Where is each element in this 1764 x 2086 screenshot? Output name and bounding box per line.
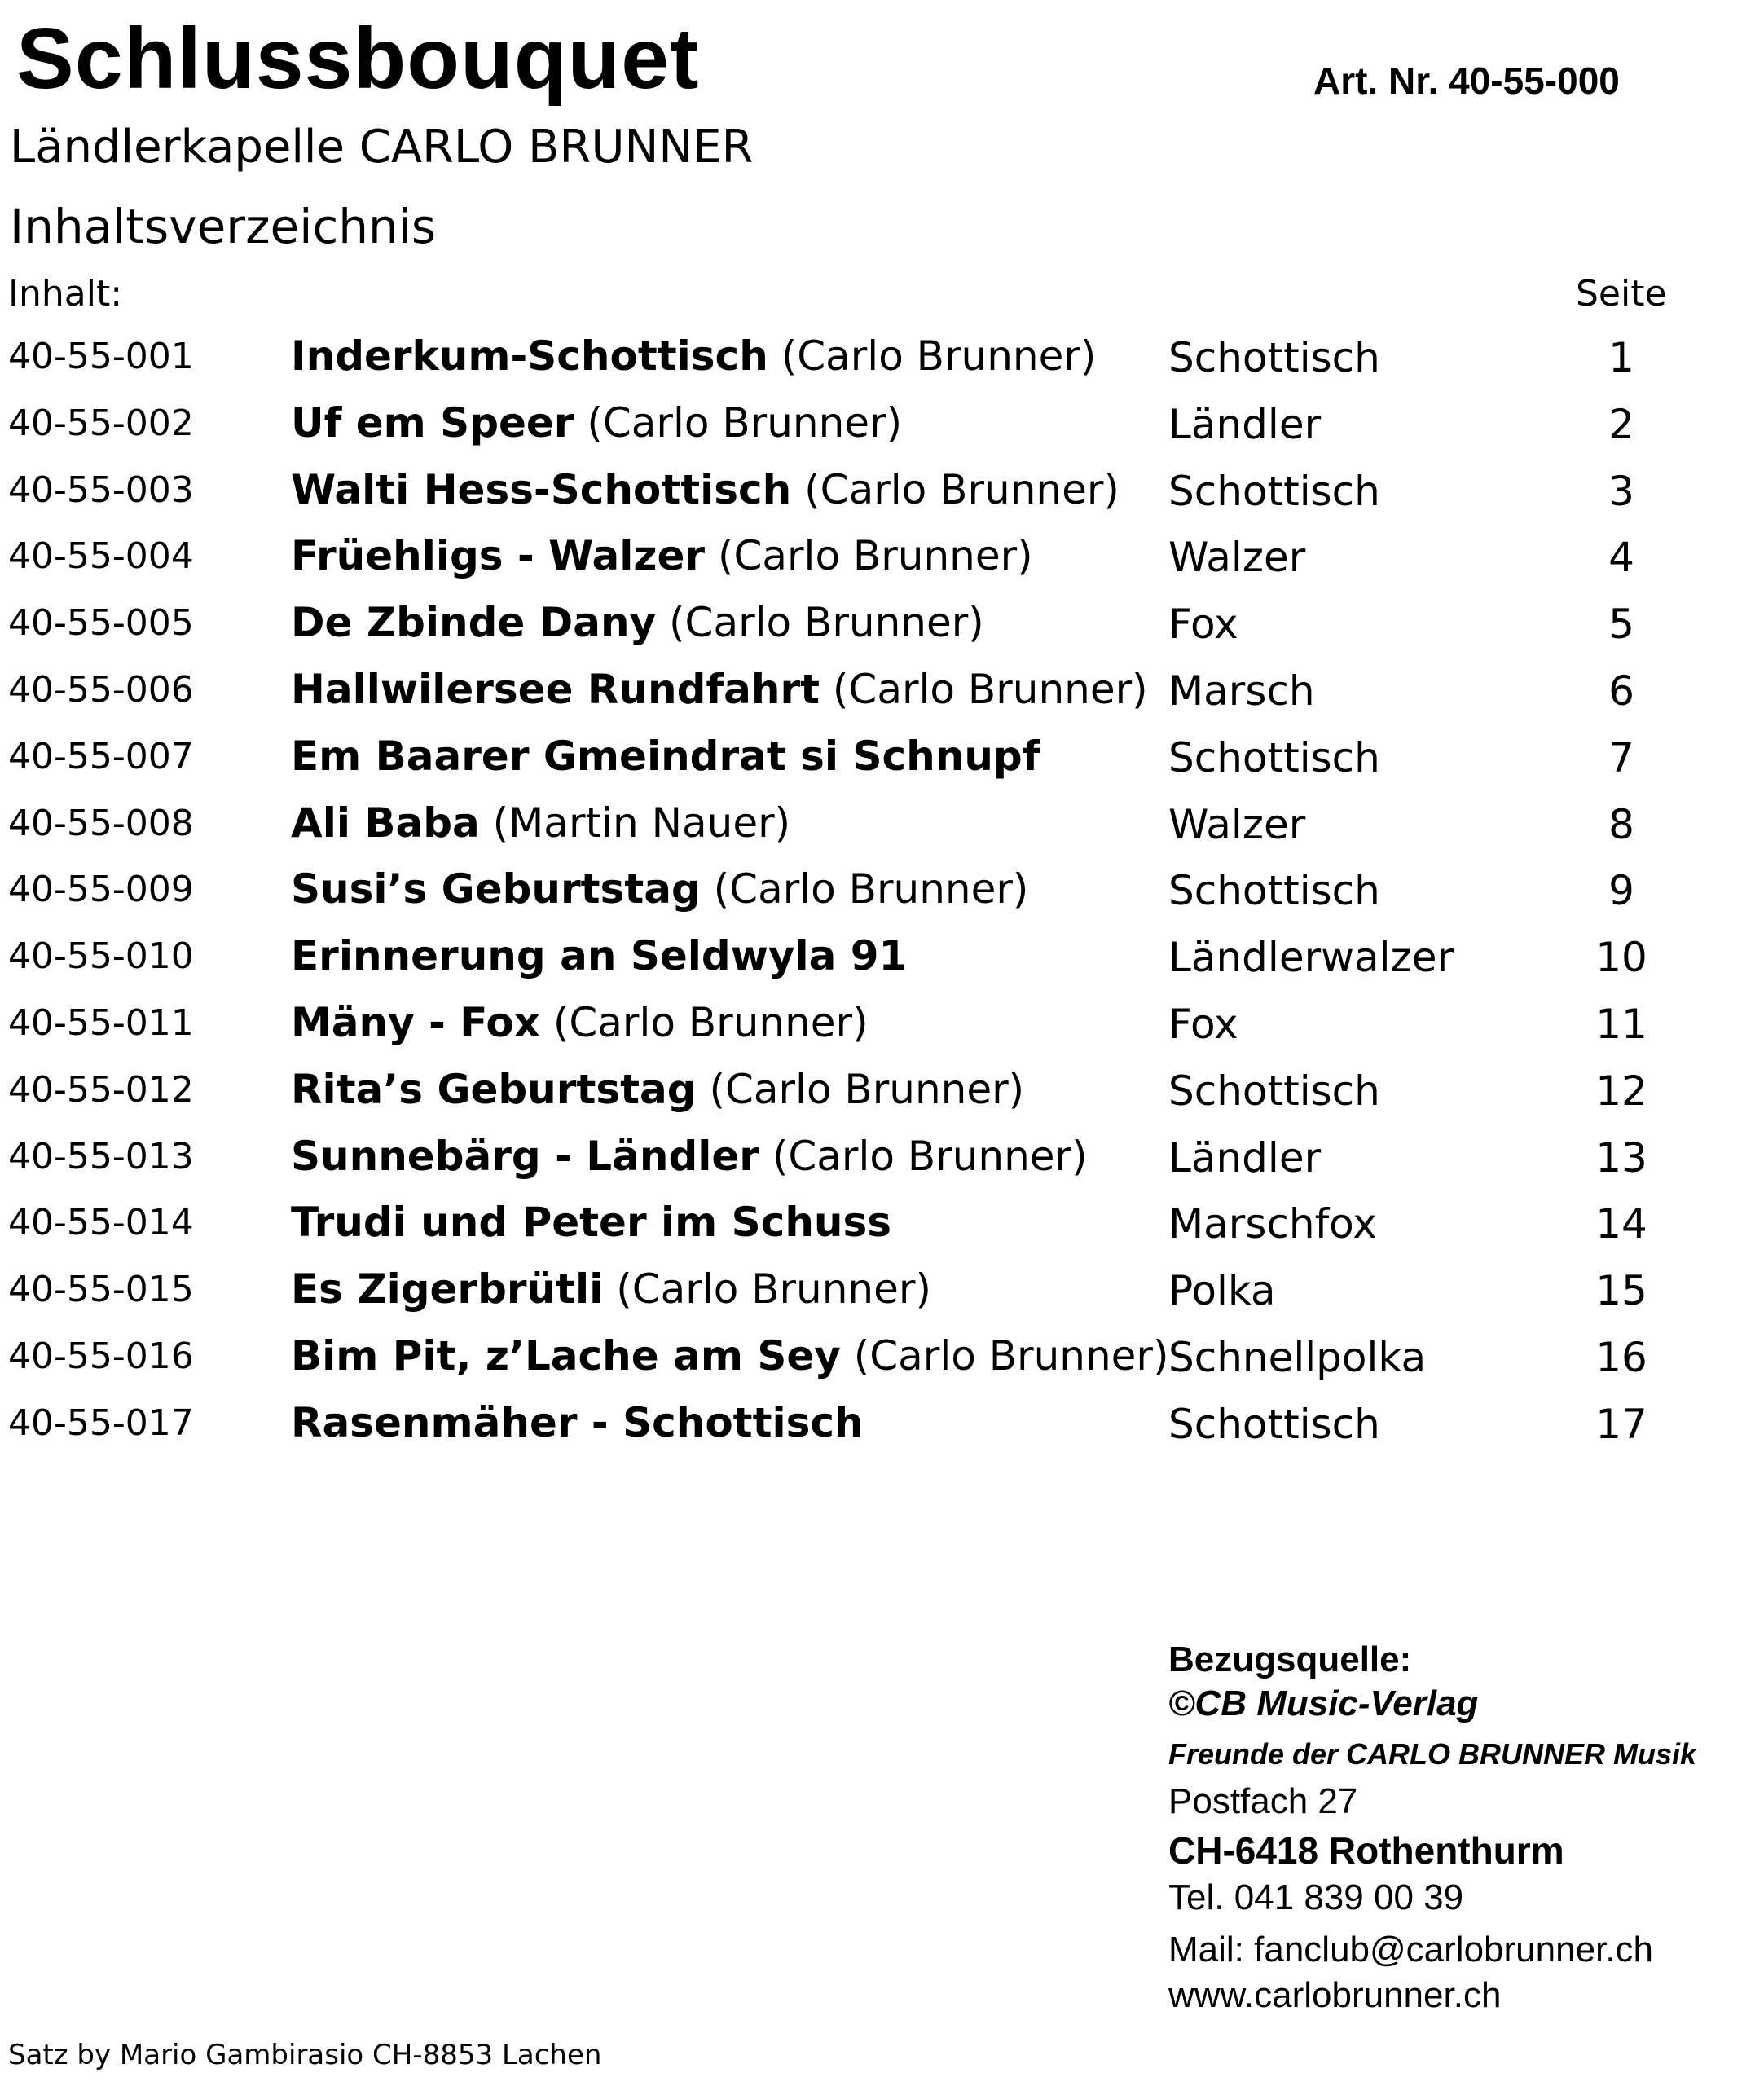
toc-row (0, 1332, 1764, 1399)
article-code: 40-55-004 (8, 535, 194, 578)
page-number: 6 (1608, 667, 1634, 715)
article-code: 40-55-017 (8, 1402, 194, 1444)
page-number: 9 (1608, 867, 1634, 915)
page-number: 3 (1608, 467, 1634, 515)
piece-title: Trudi und Peter im Schuss (291, 1199, 892, 1247)
page-number: 13 (1595, 1133, 1647, 1182)
genre: Fox (1168, 1000, 1238, 1048)
piece-title: Früehligs - Walzer (291, 532, 706, 580)
genre: Polka (1168, 1267, 1276, 1315)
article-code: 40-55-002 (8, 402, 194, 444)
piece-title: Erinnerung an Seldwyla 91 (291, 932, 908, 980)
article-code: 40-55-008 (8, 802, 194, 844)
toc-row (0, 1133, 1764, 1199)
article-code: 40-55-015 (8, 1269, 194, 1311)
article-code: 40-55-006 (8, 668, 194, 711)
toc-row (0, 799, 1764, 866)
composer: (Carlo Brunner) (696, 1065, 1025, 1113)
toc-row (0, 399, 1764, 466)
composer: (Carlo Brunner) (539, 998, 869, 1046)
genre: Schottisch (1168, 733, 1380, 781)
genre: Schottisch (1168, 1400, 1380, 1448)
toc-row (0, 1066, 1764, 1133)
title-cell (291, 466, 1120, 513)
genre: Schottisch (1168, 467, 1380, 515)
genre: Schottisch (1168, 867, 1380, 915)
genre: Fox (1168, 601, 1238, 649)
piece-title: Mäny - Fox (291, 998, 540, 1046)
toc-row (0, 532, 1764, 599)
toc-row (0, 865, 1764, 932)
article-code: 40-55-001 (8, 336, 194, 377)
page-number: 2 (1608, 400, 1634, 448)
composer: (Carlo Brunner) (656, 599, 984, 647)
page-number: 5 (1608, 601, 1634, 649)
composer: (Carlo Brunner) (768, 332, 1097, 380)
toc-row (0, 599, 1764, 666)
title-cell (291, 733, 1040, 780)
genre: Walzer (1168, 800, 1306, 848)
piece-title: Uf em Speer (291, 398, 574, 447)
source-block (1168, 1639, 1696, 2021)
source-label: Bezugsquelle: (1168, 1639, 1412, 1679)
title-cell (291, 932, 907, 979)
publisher-name: ©CB Music-Verlag (1168, 1683, 1479, 1723)
toc-row (0, 999, 1764, 1066)
fanclub-name: Freunde der CARLO BRUNNER Musik (1168, 1737, 1697, 1771)
postfach: Postfach 27 (1168, 1781, 1358, 1821)
article-code: 40-55-013 (8, 1135, 194, 1177)
piece-title: Walti Hess-Schottisch (291, 465, 792, 513)
genre: Schnellpolka (1168, 1333, 1427, 1381)
toc-row (0, 1399, 1764, 1466)
article-code: 40-55-011 (8, 1001, 194, 1044)
genre: Walzer (1168, 534, 1306, 582)
toc-heading: Inhaltsverzeichnis (10, 199, 437, 254)
piece-title: Em Baarer Gmeindrat si Schnupf (291, 732, 1040, 780)
title-cell (291, 332, 1096, 380)
article-number: Art. Nr. 40-55-000 (1313, 59, 1620, 102)
composer: (Martin Nauer) (479, 799, 791, 847)
piece-title: Sunnebärg - Ländler (291, 1132, 759, 1180)
composer: (Carlo Brunner) (574, 398, 903, 447)
piece-title: Susi’s Geburtstag (291, 865, 701, 913)
genre: Ländler (1168, 1133, 1322, 1182)
toc-row (0, 666, 1764, 733)
page-number: 4 (1608, 534, 1634, 582)
page-number: 15 (1595, 1267, 1647, 1315)
title-cell (291, 1332, 1169, 1380)
typesetting-credit: Satz by Mario Gambirasio CH-8853 Lachen (8, 2039, 602, 2071)
composer: (Carlo Brunner) (840, 1331, 1169, 1380)
title-cell (291, 666, 1148, 713)
website: www.carlobrunner.ch (1168, 1975, 1502, 2015)
toc-row (0, 733, 1764, 799)
composer: (Carlo Brunner) (759, 1132, 1088, 1180)
piece-title: Hallwilersee Rundfahrt (291, 665, 820, 713)
seite-label: Seite (1576, 273, 1667, 315)
toc-row (0, 332, 1764, 399)
piece-title: Es Zigerbrütli (291, 1265, 604, 1314)
article-code: 40-55-005 (8, 602, 194, 645)
title-cell (291, 865, 1028, 913)
genre: Marsch (1168, 667, 1315, 715)
piece-title: Inderkum-Schottisch (291, 332, 768, 380)
article-code: 40-55-010 (8, 935, 194, 978)
article-code: 40-55-007 (8, 735, 194, 777)
title-cell (291, 599, 984, 646)
article-code: 40-55-003 (8, 469, 194, 511)
page-number: 10 (1595, 934, 1647, 982)
piece-title: Rita’s Geburtstag (291, 1065, 697, 1113)
page-number: 1 (1608, 334, 1634, 381)
inhalt-label: Inhalt: (8, 273, 123, 315)
page-number: 16 (1595, 1333, 1647, 1381)
article-code: 40-55-014 (8, 1202, 194, 1244)
page-number: 17 (1595, 1400, 1647, 1448)
page-number: 7 (1608, 733, 1634, 781)
title-cell (291, 1199, 891, 1246)
piece-title: Rasenmäher - Schottisch (291, 1398, 864, 1446)
title-cell (291, 1265, 931, 1313)
table-of-contents (0, 332, 1764, 1466)
genre: Schottisch (1168, 1067, 1380, 1115)
title-cell (291, 799, 790, 847)
article-code: 40-55-012 (8, 1068, 194, 1111)
band-name: Ländlerkapelle CARLO BRUNNER (10, 121, 754, 174)
genre: Ländlerwalzer (1168, 934, 1454, 982)
toc-row (0, 1199, 1764, 1265)
composer: (Carlo Brunner) (820, 665, 1148, 713)
toc-row (0, 932, 1764, 999)
genre: Ländler (1168, 400, 1322, 448)
piece-title: Bim Pit, z’Lache am Sey (291, 1331, 841, 1380)
piece-title: Ali Baba (291, 799, 480, 847)
composer: (Carlo Brunner) (700, 865, 1029, 913)
city: CH-6418 Rothenthurm (1168, 1829, 1564, 1872)
article-code: 40-55-009 (8, 869, 194, 911)
page-number: 12 (1595, 1067, 1647, 1115)
email: Mail: fanclub@carlobrunner.ch (1168, 1930, 1653, 1969)
piece-title: De Zbinde Dany (291, 599, 657, 647)
document-title: Schlussbouquet (16, 11, 700, 107)
composer: (Carlo Brunner) (603, 1265, 931, 1314)
title-cell (291, 1399, 864, 1446)
toc-row (0, 1265, 1764, 1332)
title-cell (291, 999, 869, 1046)
title-cell (291, 1066, 1024, 1113)
article-code: 40-55-016 (8, 1335, 194, 1377)
telephone: Tel. 041 839 00 39 (1168, 1877, 1464, 1917)
title-cell (291, 1133, 1088, 1180)
genre: Marschfox (1168, 1200, 1377, 1248)
genre: Schottisch (1168, 334, 1380, 381)
title-cell (291, 399, 902, 447)
page-number: 11 (1595, 1000, 1647, 1048)
toc-row (0, 466, 1764, 533)
composer: (Carlo Brunner) (705, 532, 1033, 580)
page-number: 14 (1595, 1200, 1647, 1248)
composer: (Carlo Brunner) (791, 465, 1120, 513)
page-number: 8 (1608, 800, 1634, 848)
title-cell (291, 532, 1033, 579)
